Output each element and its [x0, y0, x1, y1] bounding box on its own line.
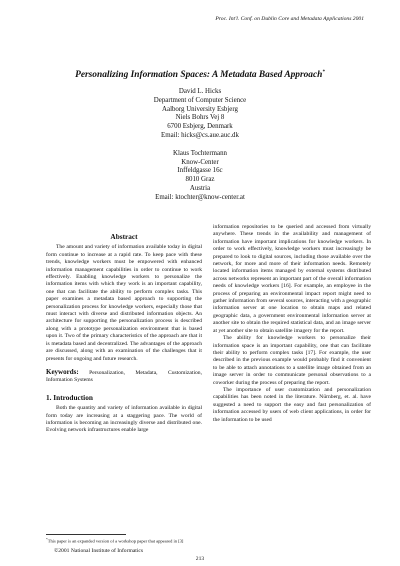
body-paragraph: The importance of user customization and personalization capabilities has been noted in the literature. Nürnberg, et. al. have suggested a need to support the easy and fast personalization of information accessed by users of web client applications, in order for the information to be used	[213, 386, 371, 423]
author-city: 8010 Graz	[185, 176, 215, 184]
author-email: Email: ktochter@know-center.at	[155, 193, 245, 201]
author-department: Department of Computer Science	[153, 96, 247, 104]
author-institution: Aalborg University Esbjerg	[162, 105, 238, 113]
abstract-text: The amount and variety of information available today in digital form continue to increase at a rapid rate. To keep pace with these trends, knowledge workers must be empowered with enhanced information management capabilities in order to continue to work effectively. Enabling knowledge workers to personalize the information items with which they work is an important capability, one that can facilitate the ability to perform complex tasks. This paper examines a metadata based approach to supporting the personalization process for knowledge workers, especially those that must interact with diverse and distributed information objects. An architecture for supporting the personalization process is described along with a prototype personalization environment that is based upon it. Two of the primary characteristics of the approach are that it is metadata based and decentralized. The advantages of the approach are discussed, along with an examination of the challenges that it presents for ongoing and future research.	[46, 244, 202, 362]
author-institution: Know-Center	[181, 158, 219, 166]
right-column	[213, 224, 371, 424]
author-street: Niels Bohrs Vej 8	[175, 114, 225, 122]
author-city: 6700 Esbjerg, Denmark	[167, 123, 233, 131]
author-email: Email: hicks@cs.aue.auc.dk	[161, 131, 239, 139]
footnote-text: This paper is an expanded version of a workshop paper that appeared in [3]	[47, 538, 184, 544]
page-number: 213	[195, 556, 205, 562]
intro-paragraph: Both the quantity and variety of information available in digital form today are increasing at a staggering pace. The world of information is becoming an increasingly diverse and distributed one. Evolving network infrastructures enable large	[46, 405, 202, 434]
author-country: Austria	[189, 184, 211, 192]
keywords-text: Personalization, Metadata, Customization, Information Systems	[46, 369, 202, 384]
title-footnote-mark: *	[322, 70, 325, 75]
paper-title	[0, 70, 400, 80]
running-header: Proc. Int'l. Conf. on Dublin Core and Metadata Applications 2001	[215, 16, 364, 22]
author-list	[0, 88, 400, 212]
footnote	[46, 537, 183, 544]
author-block-tochtermann	[0, 150, 400, 203]
author-name: Klaus Tochtermann	[173, 149, 227, 157]
left-column	[46, 233, 202, 435]
keywords	[46, 369, 202, 385]
author-name: David L. Hicks	[178, 88, 222, 95]
body-paragraph: The ability for knowledge workers to personalize their information space is an important capability, one that can facilitate their ability to perform complex tasks [17]. For example, the user described in the previous example would probably find it convenient to be able to attach annotations to a satellite image obtained from an image server in order to communicate personal observations to a coworker during the process of preparing the report.	[213, 335, 371, 386]
copyright-notice: ©2001 National Institute of Informatics	[54, 548, 144, 554]
author-street: Inffeldgasse 16c	[177, 167, 223, 175]
abstract-heading: Abstract	[110, 232, 138, 241]
paper-title-text: Personalizing Information Spaces: A Metadata Based Approach	[75, 70, 323, 81]
body-paragraph: information repositories to be queried and accessed from virtually anywhere. These trends in the availability and management of information have important implications for knowledge workers. In order to work effectively, knowledge workers must increasingly be prepared to look to digital sources, including those available over the network, for more and more of their information needs. Remotely located information items managed by external systems distributed across networks represent an important part of the overall information needs of knowledge workers [16]. For example, an employee in the process of preparing an environmental impact report might need to gather information from several sources, interacting with a geographic information server at one location to obtain maps and related geographic data, a government environmental information server at another site to obtain the required statistical data, and an image server at yet another site to obtain satellite imagery for the report.	[213, 224, 371, 334]
footnote-mark: *	[46, 537, 48, 541]
footnote-divider	[46, 534, 126, 535]
author-block-hicks	[0, 88, 400, 141]
section-heading-introduction: 1. Introduction	[46, 392, 93, 402]
keywords-label: Keywords:	[46, 367, 79, 376]
